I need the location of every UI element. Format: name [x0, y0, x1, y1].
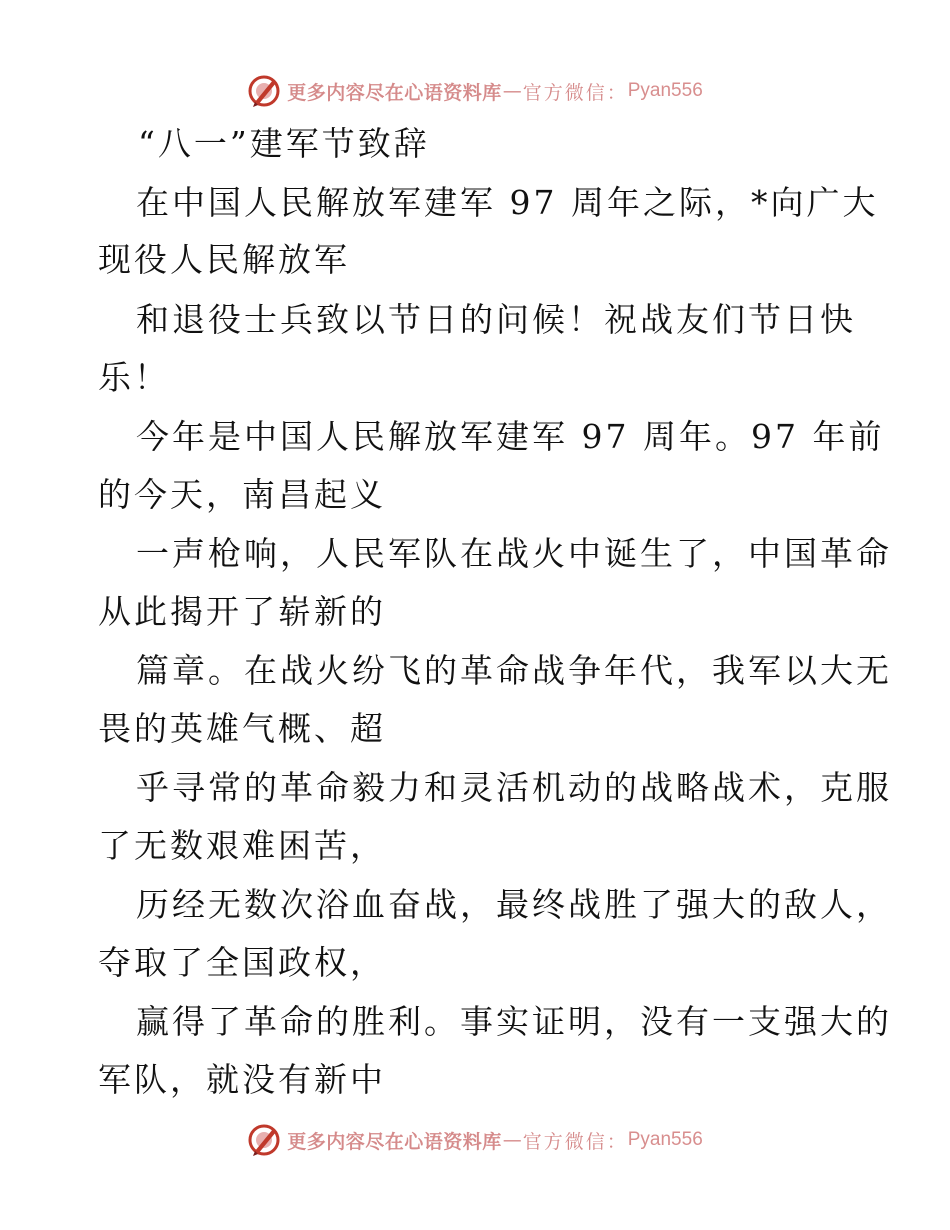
paragraph-line: 历经无数次浴血奋战，最终战胜了强大的敌人， [136, 885, 892, 924]
document-title: “八一”建军节致辞 [138, 124, 430, 163]
watermark-prefix: 更多内容尽在心语资料库 [287, 81, 502, 104]
watermark-dash: — [502, 1129, 522, 1151]
paragraph-line: 了无数艰难困苦， [98, 826, 386, 865]
paragraph-line: 现役人民解放军 [98, 240, 350, 279]
paragraph-line: 今年是中国人民解放军建军 97 周年。97 年前 [136, 417, 885, 456]
paragraph-line: 从此揭开了崭新的 [98, 592, 386, 631]
pen-logo-icon [247, 74, 281, 108]
paragraph-line: 畏的英雄气概、超 [98, 709, 386, 748]
pen-logo-icon [247, 1123, 281, 1157]
watermark-dash: — [502, 80, 522, 102]
paragraph-line: 篇章。在战火纷飞的革命战争年代，我军以大无 [136, 651, 892, 690]
paragraph-line: 一声枪响，人民军队在战火中诞生了，中国革命 [136, 534, 892, 573]
watermark-label: 官方微信： [522, 1130, 628, 1153]
paragraph-line: 夺取了全国政权， [98, 943, 386, 982]
paragraph-line: 军队，就没有新中 [98, 1060, 386, 1099]
paragraph-line: 赢得了革命的胜利。事实证明，没有一支强大的 [136, 1002, 892, 1041]
paragraph-line: 乎寻常的革命毅力和灵活机动的战略战术，克服 [136, 768, 892, 807]
paragraph-line: 乐！ [98, 358, 170, 397]
header-watermark [0, 71, 950, 111]
watermark-wechat-id: Pyan556 [627, 80, 703, 101]
watermark-label: 官方微信： [522, 81, 628, 104]
paragraph-line: 在中国人民解放军建军 97 周年之际，*向广大 [136, 183, 879, 222]
paragraph-line: 和退役士兵致以节日的问候！祝战友们节日快 [136, 300, 856, 339]
paragraph-line: 的今天，南昌起义 [98, 475, 386, 514]
footer-watermark [0, 1120, 950, 1160]
watermark-wechat-id: Pyan556 [627, 1129, 703, 1150]
watermark-prefix: 更多内容尽在心语资料库 [287, 1130, 502, 1153]
